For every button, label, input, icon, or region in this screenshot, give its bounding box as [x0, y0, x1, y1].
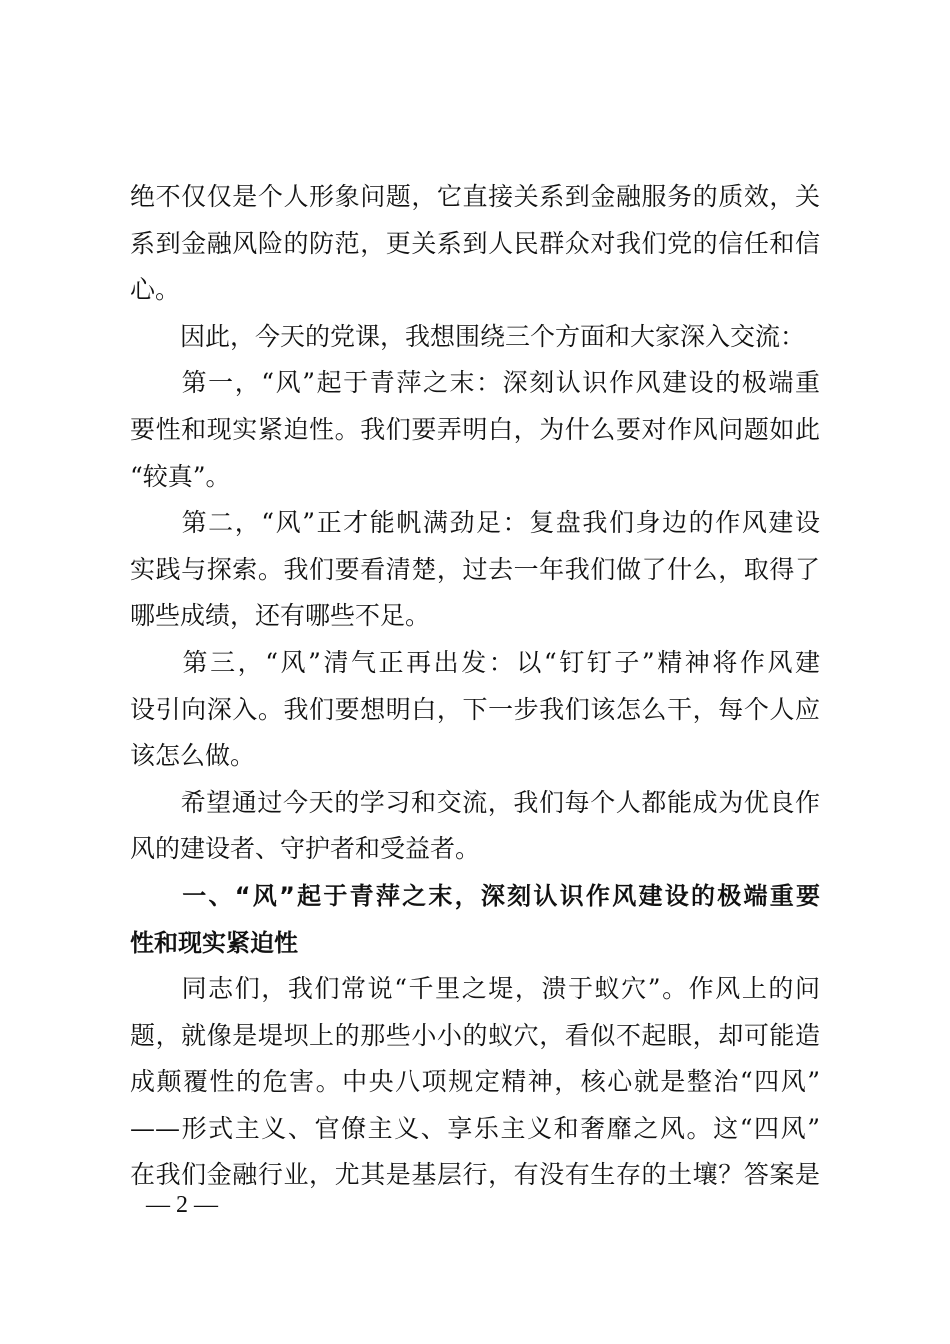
body-text-line — [130, 407, 820, 454]
body-text-line — [130, 547, 820, 594]
section-heading-line — [130, 920, 820, 967]
line-text: “较真”。 — [130, 461, 231, 491]
line-text: 系到金融风险的防范，更关系到人民群众对我们党的信任和信 — [130, 228, 820, 258]
line-text: 在我们金融行业，尤其是基层行，有没有生存的土壤？答案是 — [130, 1160, 820, 1190]
body-text-line — [130, 267, 820, 314]
document-body — [130, 174, 820, 1199]
line-text: 成颠覆性的危害。中央八项规定精神，核心就是整治“四风” — [130, 1067, 820, 1097]
body-text-line — [130, 174, 820, 221]
line-text: 要性和现实紧迫性。我们要弄明白，为什么要对作风问题如此 — [130, 414, 820, 444]
line-text: 因此，今天的党课，我想围绕三个方面和大家深入交流： — [180, 321, 806, 351]
body-text-line — [130, 780, 820, 827]
body-text-line — [130, 314, 820, 361]
line-text: 性和现实紧迫性 — [130, 928, 298, 957]
page-number: — 2 — — [146, 1192, 218, 1218]
body-text-line — [130, 454, 820, 501]
line-text: 绝不仅仅是个人形象问题，它直接关系到金融服务的质效，关 — [130, 182, 820, 211]
line-text: 题，就像是堤坝上的那些小小的蚁穴，看似不起眼，却可能造 — [130, 1020, 820, 1050]
line-text: 心。 — [130, 275, 181, 305]
body-text-line — [130, 966, 820, 1013]
line-text: 设引向深入。我们要想明白，下一步我们该怎么干，每个人应 — [130, 694, 820, 724]
line-text: 第一，“风”起于青萍之末：深刻认识作风建设的极端重 — [180, 368, 820, 398]
body-text-line — [130, 733, 820, 780]
body-text-line — [130, 1152, 820, 1199]
body-text-line — [130, 1106, 820, 1153]
line-text: ——形式主义、官僚主义、享乐主义和奢靡之风。这“四风” — [130, 1113, 820, 1143]
line-text: 同志们，我们常说“千里之堤，溃于蚁穴”。作风上的问 — [180, 974, 820, 1004]
line-text: 哪些成绩，还有哪些不足。 — [130, 601, 431, 631]
section-heading-line — [130, 873, 820, 920]
line-text: 实践与探索。我们要看清楚，过去一年我们做了什么，取得了 — [130, 554, 820, 584]
line-text: 风的建设者、守护者和受益者。 — [130, 834, 481, 864]
body-text-line — [130, 500, 820, 547]
line-text: 第三，“风”清气正再出发：以“钉钉子”精神将作风建 — [180, 647, 820, 677]
body-text-line — [130, 687, 820, 734]
body-text-line — [130, 1059, 820, 1106]
body-text-line — [130, 221, 820, 268]
body-text-line — [130, 1013, 820, 1060]
body-text-line — [130, 826, 820, 873]
body-text-line — [130, 593, 820, 640]
line-text: 希望通过今天的学习和交流，我们每个人都能成为优良作 — [180, 787, 820, 817]
line-text: 一、“风”起于青萍之末，深刻认识作风建设的极端重要 — [180, 881, 820, 910]
body-text-line — [130, 640, 820, 687]
line-text: 该怎么做。 — [130, 741, 256, 771]
body-text-line — [130, 360, 820, 407]
line-text: 第二，“风”正才能帆满劲足：复盘我们身边的作风建设 — [180, 508, 820, 538]
